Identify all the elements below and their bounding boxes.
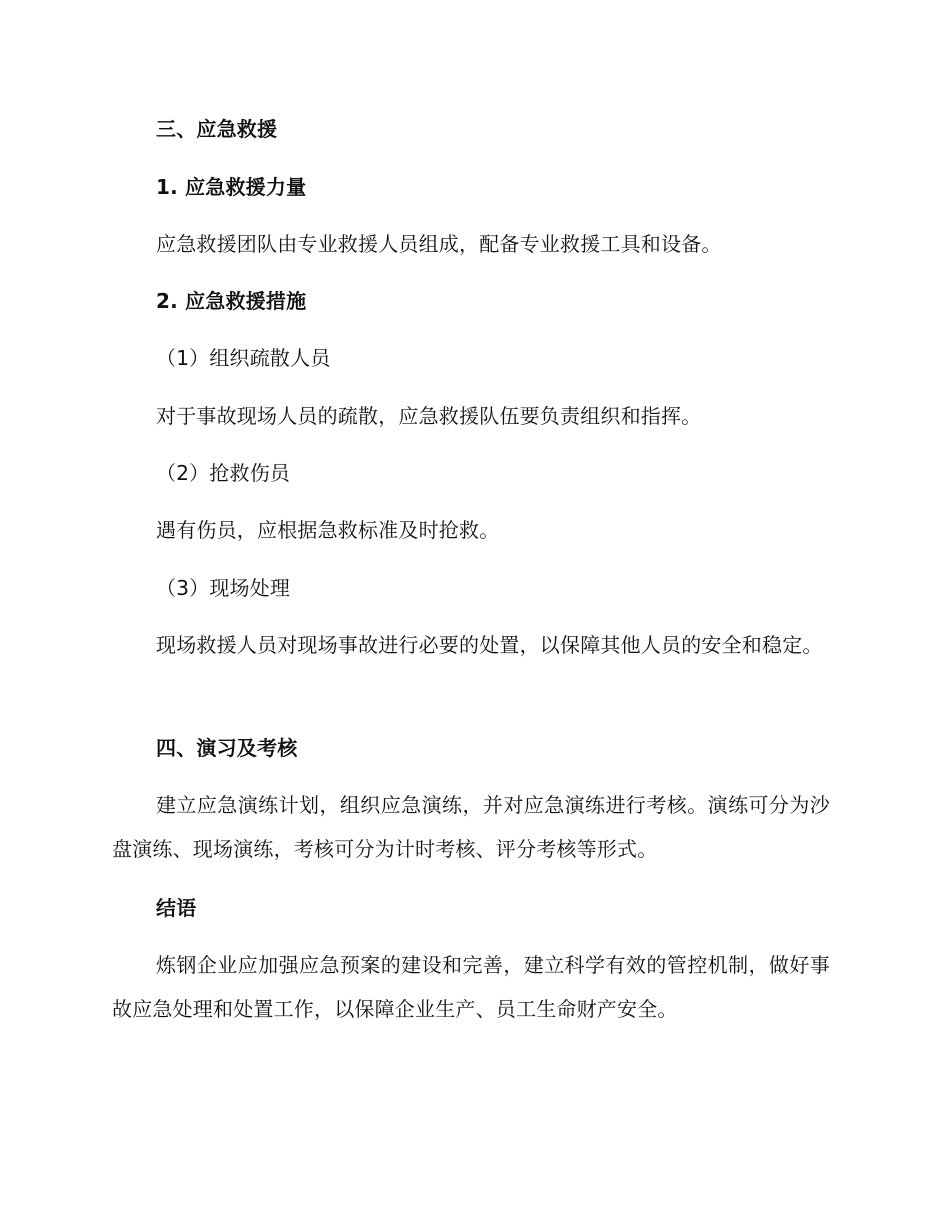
subheading-rescue-measures: 2. 应急救援措施 — [156, 289, 307, 313]
paragraph-rescue-force: 应急救援团队由专业救援人员组成，配备专业救援工具和设备。 — [156, 232, 722, 256]
item-heading-on-site-handling: （3）现场处理 — [156, 576, 291, 600]
subheading-rescue-force: 1. 应急救援力量 — [156, 175, 307, 199]
paragraph-drills-assessment: 建立应急演练计划，组织应急演练，并对应急演练进行考核。演练可分为沙盘演练、现场演练，考核可分为计时考核、评分考核等形式。 — [112, 793, 830, 861]
item-heading-rescue-wounded: （2）抢救伤员 — [156, 461, 291, 485]
conclusion-heading: 结语 — [156, 896, 197, 920]
section-heading-emergency-rescue: 三、应急救援 — [156, 117, 278, 141]
paragraph-conclusion: 炼钢企业应加强应急预案的建设和完善，建立科学有效的管控机制，做好事故应急处理和处置工作，以保障企业生产、员工生命财产安全。 — [112, 953, 830, 1021]
section-heading-drills-assessment: 四、演习及考核 — [156, 736, 298, 760]
item-heading-evacuation: （1）组织疏散人员 — [156, 346, 331, 370]
paragraph-on-site-handling: 现场救援人员对现场事故进行必要的处置，以保障其他人员的安全和稳定。 — [156, 633, 823, 657]
paragraph-evacuation: 对于事故现场人员的疏散，应急救援队伍要负责组织和指挥。 — [156, 404, 702, 428]
paragraph-rescue-wounded: 遇有伤员，应根据急救标准及时抢救。 — [156, 518, 500, 542]
